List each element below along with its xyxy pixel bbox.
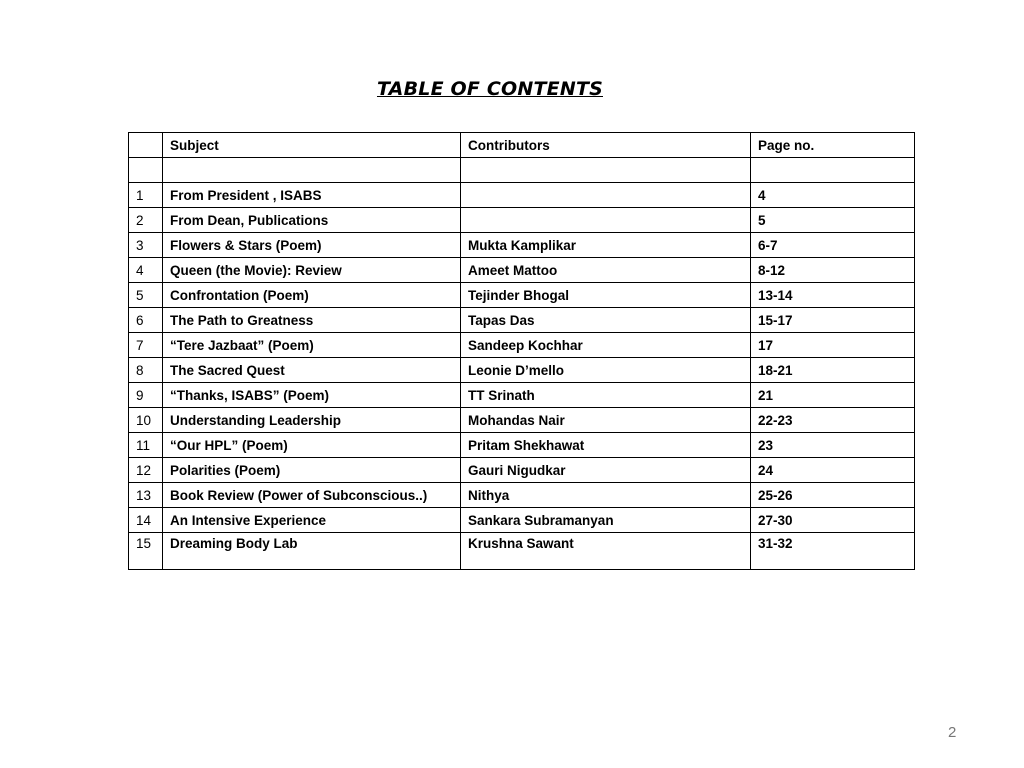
row-number: 7 [129,333,163,358]
row-subject: “Our HPL” (Poem) [163,433,461,458]
header-contributors: Contributors [461,133,751,158]
row-subject: “Tere Jazbaat” (Poem) [163,333,461,358]
page-number: 2 [948,724,957,741]
row-page: 22-23 [751,408,915,433]
table-row [129,258,915,283]
row-page: 18-21 [751,358,915,383]
empty-cell [129,158,163,183]
row-page: 15-17 [751,308,915,333]
row-subject: From Dean, Publications [163,208,461,233]
row-number: 5 [129,283,163,308]
table-row [129,458,915,483]
row-number: 13 [129,483,163,508]
row-contributor: Tapas Das [461,308,751,333]
row-number: 1 [129,183,163,208]
row-number: 14 [129,508,163,533]
row-number: 10 [129,408,163,433]
table-row [129,183,915,208]
row-number: 9 [129,383,163,408]
row-contributor: Leonie D’mello [461,358,751,383]
row-page: 23 [751,433,915,458]
row-subject: An Intensive Experience [163,508,461,533]
page-title: TABLE OF CONTENTS [376,78,603,100]
row-number: 4 [129,258,163,283]
row-page: 27-30 [751,508,915,533]
row-contributor: TT Srinath [461,383,751,408]
row-number: 15 [129,533,163,570]
row-contributor: Krushna Sawant [461,533,751,570]
table-row [129,383,915,408]
table-row [129,508,915,533]
row-contributor: Mohandas Nair [461,408,751,433]
empty-cell [163,158,461,183]
row-contributor: Mukta Kamplikar [461,233,751,258]
row-page: 5 [751,208,915,233]
row-page: 21 [751,383,915,408]
table-row [129,433,915,458]
header-page: Page no. [751,133,915,158]
table-row [129,308,915,333]
row-number: 2 [129,208,163,233]
row-contributor: Pritam Shekhawat [461,433,751,458]
row-subject: Confrontation (Poem) [163,283,461,308]
row-page: 31-32 [751,533,915,570]
row-contributor [461,183,751,208]
table-row [129,483,915,508]
table-row [129,233,915,258]
table-row [129,208,915,233]
row-subject: The Sacred Quest [163,358,461,383]
row-number: 12 [129,458,163,483]
row-page: 8-12 [751,258,915,283]
row-contributor: Gauri Nigudkar [461,458,751,483]
row-subject: The Path to Greatness [163,308,461,333]
row-contributor: Tejinder Bhogal [461,283,751,308]
row-page: 13-14 [751,283,915,308]
row-contributor [461,208,751,233]
table-row [129,358,915,383]
empty-cell [751,158,915,183]
row-page: 25-26 [751,483,915,508]
row-subject: Dreaming Body Lab [163,533,461,570]
row-subject: From President , ISABS [163,183,461,208]
row-number: 8 [129,358,163,383]
header-subject: Subject [163,133,461,158]
row-subject: Polarities (Poem) [163,458,461,483]
row-page: 17 [751,333,915,358]
row-contributor: Ameet Mattoo [461,258,751,283]
row-number: 3 [129,233,163,258]
row-page: 4 [751,183,915,208]
row-subject: Book Review (Power of Subconscious..) [163,483,461,508]
header-number [129,133,163,158]
row-contributor: Sankara Subramanyan [461,508,751,533]
row-contributor: Sandeep Kochhar [461,333,751,358]
row-number: 6 [129,308,163,333]
empty-row [129,158,915,183]
contents-table [128,132,915,570]
empty-cell [461,158,751,183]
row-contributor: Nithya [461,483,751,508]
table-row [129,283,915,308]
row-number: 11 [129,433,163,458]
header-row [129,133,915,158]
table-row [129,408,915,433]
row-page: 6-7 [751,233,915,258]
table-row [129,533,915,570]
row-page: 24 [751,458,915,483]
row-subject: “Thanks, ISABS” (Poem) [163,383,461,408]
row-subject: Queen (the Movie): Review [163,258,461,283]
row-subject: Flowers & Stars (Poem) [163,233,461,258]
row-subject: Understanding Leadership [163,408,461,433]
table-row [129,333,915,358]
